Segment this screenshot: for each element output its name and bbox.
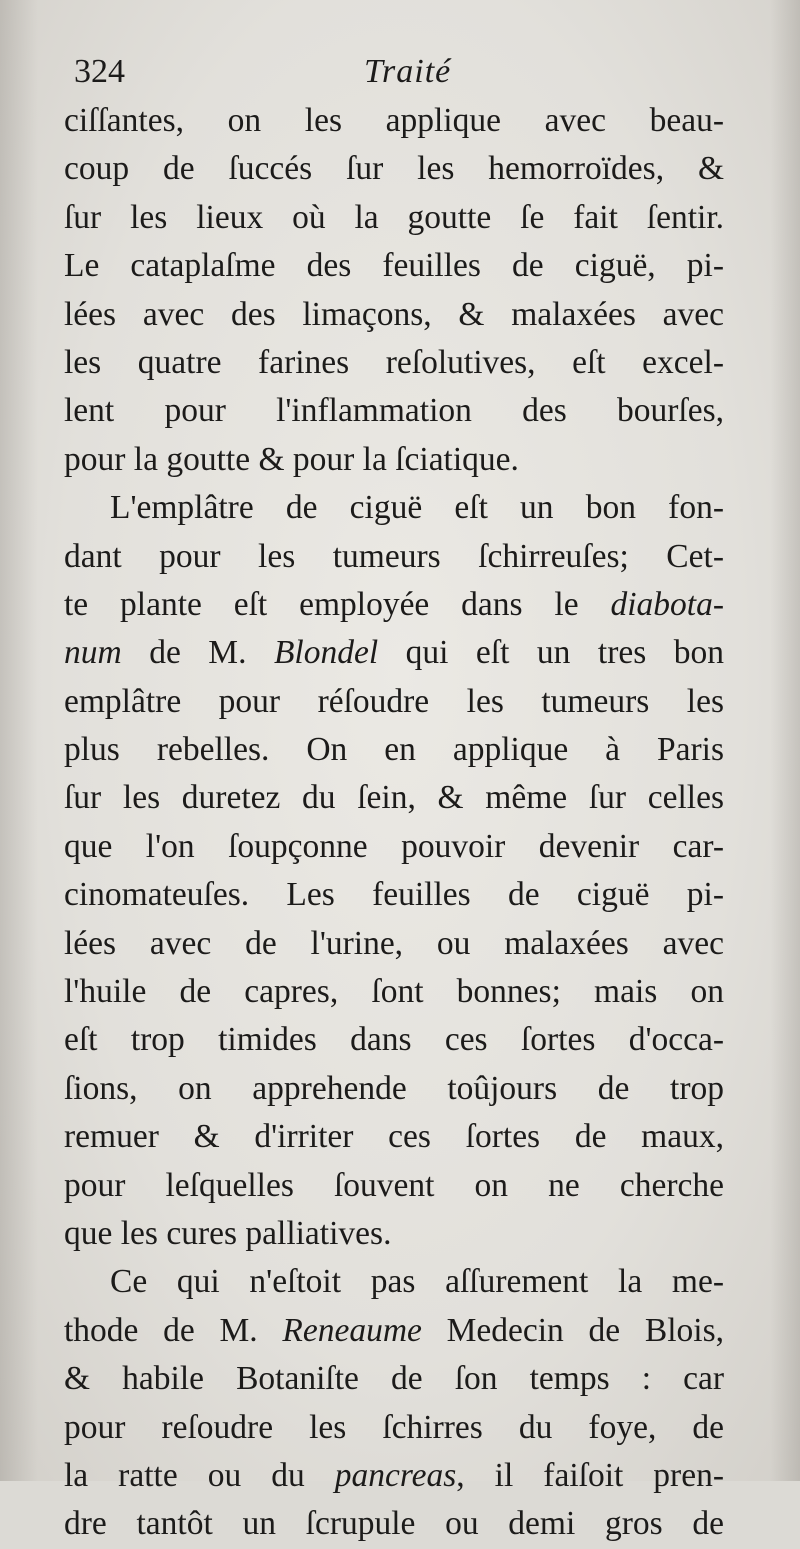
text-line	[64, 533, 724, 581]
italic-text: num	[64, 634, 122, 672]
text-segment: , il faiſoit pren-	[456, 1456, 724, 1494]
text-segment: dant pour les tumeurs ſchirreuſes; Cet-	[64, 537, 724, 575]
text-segment: pour la goutte & pour la ſciatique.	[64, 440, 519, 478]
text-line	[64, 629, 724, 677]
text-line	[64, 97, 724, 145]
text-segment: cinomateuſes. Les feuilles de ciguë pi-	[64, 876, 724, 914]
text-segment: coup de ſuccés ſur les hemorroïdes, &	[64, 150, 724, 188]
text-segment: Le cataplaſme des feuilles de ciguë, pi-	[64, 247, 724, 285]
text-segment: la ratte ou du	[64, 1456, 335, 1494]
text-line	[64, 194, 724, 242]
text-line	[64, 678, 724, 726]
text-line	[64, 1307, 724, 1355]
text-segment: ſur les lieux où la goutte ſe fait ſentir.	[64, 198, 724, 236]
text-segment: ciſſantes, on les applique avec beau-	[64, 102, 724, 139]
text-segment: dre tantôt un ſcrupule ou demi gros de	[64, 1505, 724, 1543]
text-segment: les quatre farines reſolutives, eſt excel-	[64, 343, 724, 381]
page-number: 324	[74, 53, 125, 90]
italic-text: Blondel	[273, 634, 379, 672]
text-line	[64, 145, 724, 193]
italic-text: pancreas	[334, 1456, 457, 1494]
text-line	[64, 1162, 724, 1210]
text-line	[64, 387, 724, 435]
text-segment: lent pour l'inflammation des bourſes,	[64, 392, 724, 430]
text-segment: eſt trop timides dans ces ſortes d'occa-	[64, 1021, 724, 1059]
text-line	[64, 823, 724, 871]
italic-text: Reneaume	[282, 1311, 422, 1349]
text-line	[64, 1452, 724, 1500]
text-segment: que les cures palliatives.	[64, 1214, 392, 1252]
text-line	[64, 436, 724, 484]
text-segment: que l'on ſoupçonne pouvoir devenir car-	[64, 827, 724, 865]
text-segment: ſions, on apprehende toûjours de trop	[64, 1069, 724, 1107]
text-segment: de M.	[121, 634, 274, 672]
text-line	[64, 968, 724, 1016]
text-line	[64, 1210, 724, 1258]
text-line	[64, 291, 724, 339]
text-segment: plus rebelles. On en applique à Paris	[64, 731, 724, 769]
running-head: Traité	[364, 53, 452, 90]
text-line	[64, 1258, 724, 1306]
text-line	[64, 774, 724, 822]
text-line	[64, 1500, 724, 1548]
text-line	[64, 920, 724, 968]
text-segment: remuer & d'irriter ces ſortes de maux,	[64, 1118, 724, 1156]
text-line	[64, 339, 724, 387]
text-line	[64, 1355, 724, 1403]
text-segment: Medecin de Blois,	[421, 1311, 724, 1349]
body-text	[64, 97, 724, 1549]
text-segment: pour reſoudre les ſchirres du foye, de	[64, 1408, 724, 1446]
text-line	[64, 484, 724, 532]
text-segment: thode de M.	[64, 1311, 283, 1349]
text-segment: qui eſt un tres bon	[378, 634, 724, 672]
text-segment: te plante eſt employée dans le	[64, 585, 611, 623]
text-line	[64, 1404, 724, 1452]
text-line	[64, 726, 724, 774]
text-segment: lées avec des limaçons, & malaxées avec	[64, 295, 724, 333]
text-segment: Ce qui n'eſtoit pas aſſurement la me-	[110, 1263, 724, 1301]
text-segment: emplâtre pour réſoudre les tumeurs les	[64, 682, 724, 720]
text-line	[64, 871, 724, 919]
text-line	[64, 1113, 724, 1161]
text-line	[64, 1016, 724, 1064]
page-header	[74, 50, 726, 94]
text-segment: & habile Botaniſte de ſon temps : car	[64, 1360, 724, 1398]
text-segment: pour leſquelles ſouvent on ne cherche	[64, 1166, 724, 1204]
text-line	[64, 1065, 724, 1113]
text-segment: lées avec de l'urine, ou malaxées avec	[64, 924, 724, 962]
text-segment: ſur les duretez du ſein, & même ſur celles	[64, 779, 724, 817]
text-line	[64, 242, 724, 290]
text-line	[64, 581, 724, 629]
text-segment: l'huile de capres, ſont bonnes; mais on	[64, 973, 724, 1011]
text-segment: L'emplâtre de ciguë eſt un bon fon-	[110, 489, 724, 527]
italic-text: diabota-	[610, 585, 724, 623]
